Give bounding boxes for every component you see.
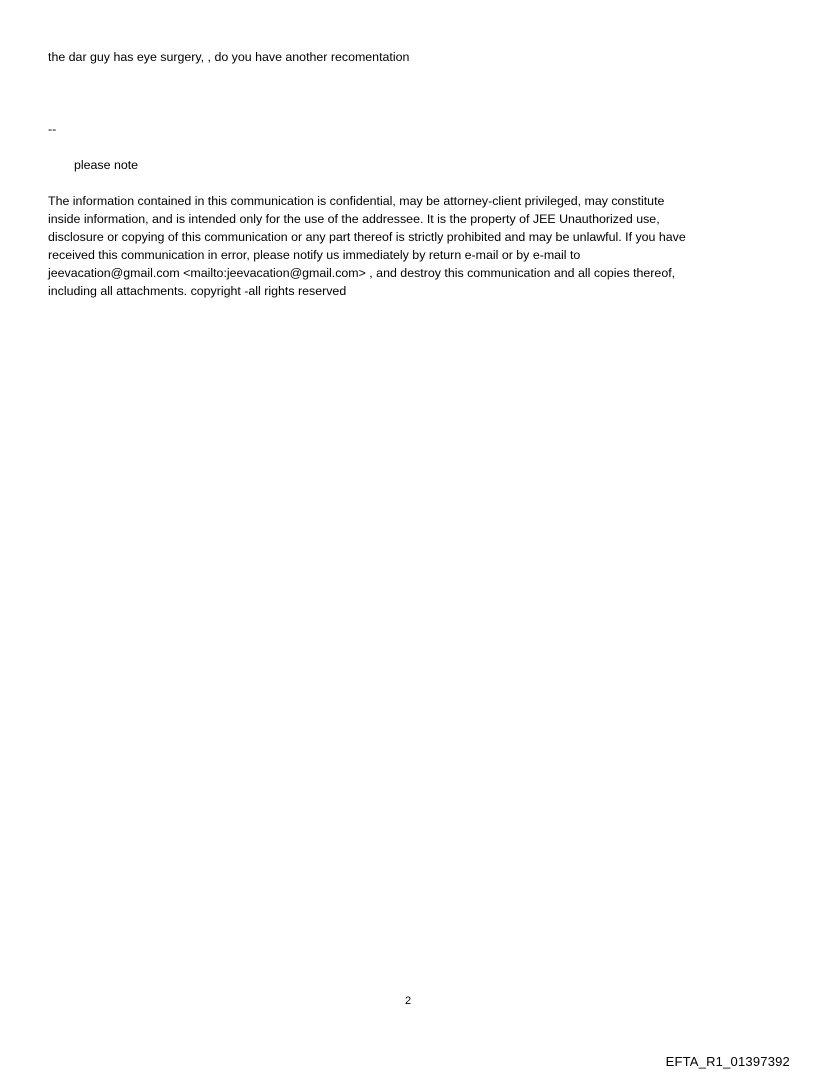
document-id: EFTA_R1_01397392 <box>665 1054 790 1069</box>
disclaimer-line: The information contained in this communication is confidential, may be attorney-client privileged, may constitute <box>48 194 665 208</box>
disclaimer-line: received this communication in error, please notify us immediately by return e-mail or by e-mail to <box>48 248 581 262</box>
disclaimer-line: including all attachments. copyright -all rights reserved <box>48 284 347 298</box>
confidentiality-disclaimer <box>48 192 768 300</box>
signature-note: please note <box>74 158 139 172</box>
message-body-line: the dar guy has eye surgery, , do you have another recomentation <box>48 50 410 64</box>
page-number: 2 <box>404 995 412 1007</box>
disclaimer-line: jeevacation@gmail.com <mailto:jeevacation@gmail.com> , and destroy this communication and all copies thereof, <box>48 266 676 280</box>
signature-separator: -- <box>48 122 57 136</box>
disclaimer-line: disclosure or copying of this communication or any part thereof is strictly prohibited and may be unlawful. If you have <box>48 230 686 244</box>
disclaimer-line: inside information, and is intended only for the use of the addressee. It is the property of JEE Unauthorized use, <box>48 212 660 226</box>
